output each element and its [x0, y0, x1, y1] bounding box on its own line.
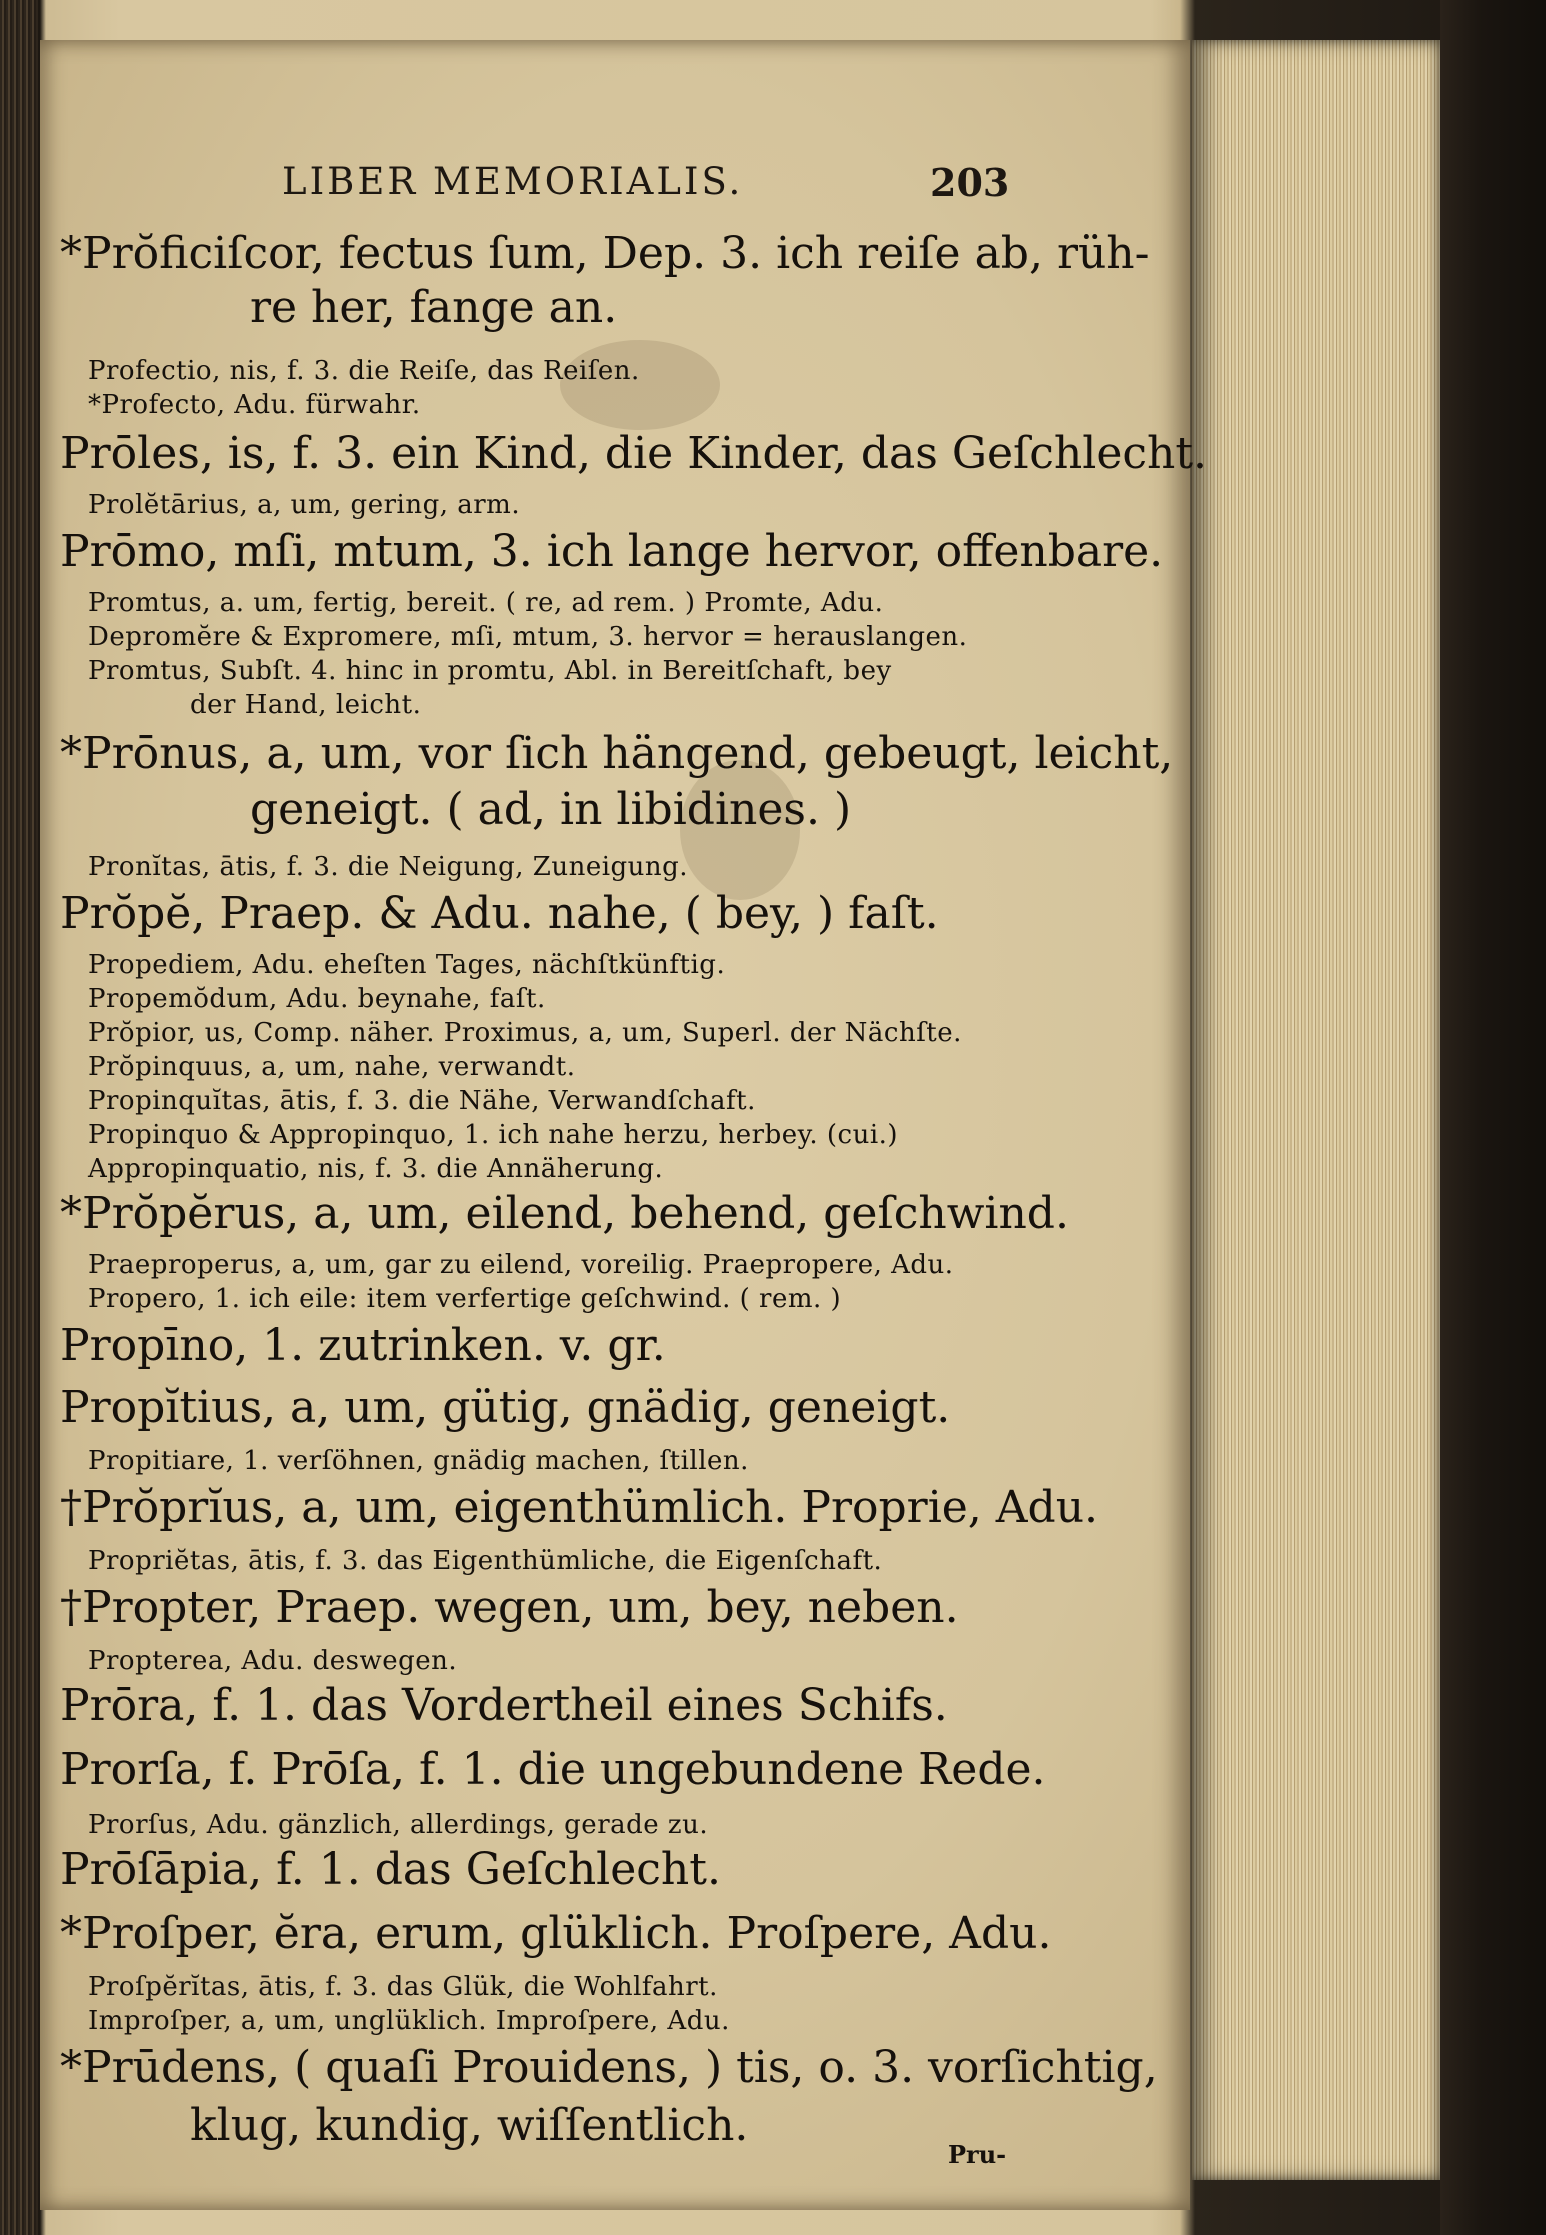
- page-number: 203: [930, 160, 1010, 205]
- sub-line: Propterea, Adu. deswegen.: [88, 1646, 458, 1676]
- left-page-edge: [0, 0, 38, 2235]
- entry-continuation: re her, fange an.: [250, 282, 618, 333]
- sub-line: Propriĕtas, ātis, f. 3. das Eigenthümliche, die Eigenſchaft.: [88, 1546, 883, 1576]
- sub-line: Depromĕre & Expromere, mſi, mtum, 3. hervor = herauslangen.: [88, 622, 968, 652]
- cover-edge: [1440, 0, 1546, 2235]
- sub-line: Pronĭtas, ātis, f. 3. die Neigung, Zuneigung.: [88, 852, 689, 882]
- sub-line: Prŏpinquus, a, um, nahe, verwandt.: [88, 1052, 576, 1082]
- sub-line: Praeproperus, a, um, gar zu eilend, voreilig. Praepropere, Adu.: [88, 1250, 954, 1280]
- entry-line: *Prŏficiſcor, fectus ſum, Dep. 3. ich reiſe ab, rüh-: [60, 228, 1150, 279]
- sub-line: Propinquo & Appropinquo, 1. ich nahe herzu, herbey. (cui.): [88, 1120, 899, 1150]
- sub-line: Prolĕtārius, a, um, gering, arm.: [88, 490, 521, 520]
- sub-line: Proſpĕrĭtas, ātis, f. 3. das Glük, die Wohlfahrt.: [88, 1972, 718, 2002]
- entry-line: Prōles, is, f. 3. ein Kind, die Kinder, das Geſchlecht.: [60, 428, 1208, 479]
- entry-line: *Prūdens, ( quaſi Prouidens, ) tis, o. 3. vorſichtig,: [60, 2042, 1158, 2093]
- entry-line: †Propter, Praep. wegen, um, bey, neben.: [60, 1582, 959, 1633]
- sub-line: Propero, 1. ich eile: item verfertige geſchwind. ( rem. ): [88, 1284, 842, 1314]
- sub-line: Propitiare, 1. verſöhnen, gnädig machen, ſtillen.: [88, 1446, 749, 1476]
- entry-line: †Prŏprĭus, a, um, eigenthümlich. Proprie, Adu.: [60, 1482, 1099, 1533]
- sub-line: Propinquĭtas, ātis, f. 3. die Nähe, Verwandſchaft.: [88, 1086, 756, 1116]
- entry-line: Prŏpĕ, Praep. & Adu. nahe, ( bey, ) faſt.: [60, 888, 939, 939]
- sub-line: *Profecto, Adu. fürwahr.: [88, 390, 421, 420]
- sub-continuation: der Hand, leicht.: [190, 690, 422, 720]
- catchword: Pru-: [948, 2140, 1007, 2169]
- sub-line: Profectio, nis, f. 3. die Reiſe, das Reiſen.: [88, 356, 640, 386]
- entry-line: *Prōnus, a, um, vor ſich hängend, gebeugt, leicht,: [60, 728, 1174, 779]
- sub-line: Appropinquatio, nis, f. 3. die Annäherung.: [88, 1154, 664, 1184]
- sub-line: Propediem, Adu. eheſten Tages, nächſtkünftig.: [88, 950, 726, 980]
- entry-line: Prōſāpia, f. 1. das Geſchlecht.: [60, 1844, 721, 1895]
- page-edges: [1192, 40, 1442, 2180]
- sub-line: Improſper, a, um, unglüklich. Improſpere, Adu.: [88, 2006, 730, 2036]
- sub-line: Prorſus, Adu. gänzlich, allerdings, gerade zu.: [88, 1810, 709, 1840]
- entry-line: Prōra, f. 1. das Vordertheil eines Schifs.: [60, 1680, 948, 1731]
- sub-line: Propemŏdum, Adu. beynahe, faſt.: [88, 984, 546, 1014]
- entry-line: *Prŏpĕrus, a, um, eilend, behend, geſchwind.: [60, 1188, 1069, 1239]
- entry-continuation: klug, kundig, wiſſentlich.: [190, 2100, 749, 2151]
- entry-continuation: geneigt. ( ad, in libidines. ): [250, 784, 852, 835]
- sub-line: Prŏpior, us, Comp. näher. Proximus, a, um, Superl. der Nächſte.: [88, 1018, 962, 1048]
- entry-line: Propīno, 1. zutrinken. v. gr.: [60, 1320, 666, 1371]
- entry-line: *Proſper, ĕra, erum, glüklich. Proſpere, Adu.: [60, 1908, 1052, 1959]
- entry-line: Prorſa, f. Prōſa, f. 1. die ungebundene Rede.: [60, 1744, 1046, 1795]
- running-title: LIBER MEMORIALIS.: [282, 160, 744, 203]
- sub-line: Promtus, a. um, fertig, bereit. ( re, ad rem. ) Promte, Adu.: [88, 588, 884, 618]
- sub-line: Promtus, Subſt. 4. hinc in promtu, Abl. in Bereitſchaft, bey: [88, 656, 892, 686]
- entry-line: Prōmo, mſi, mtum, 3. ich lange hervor, offenbare.: [60, 526, 1164, 577]
- entry-line: Propĭtius, a, um, gütig, gnädig, geneigt.: [60, 1382, 951, 1433]
